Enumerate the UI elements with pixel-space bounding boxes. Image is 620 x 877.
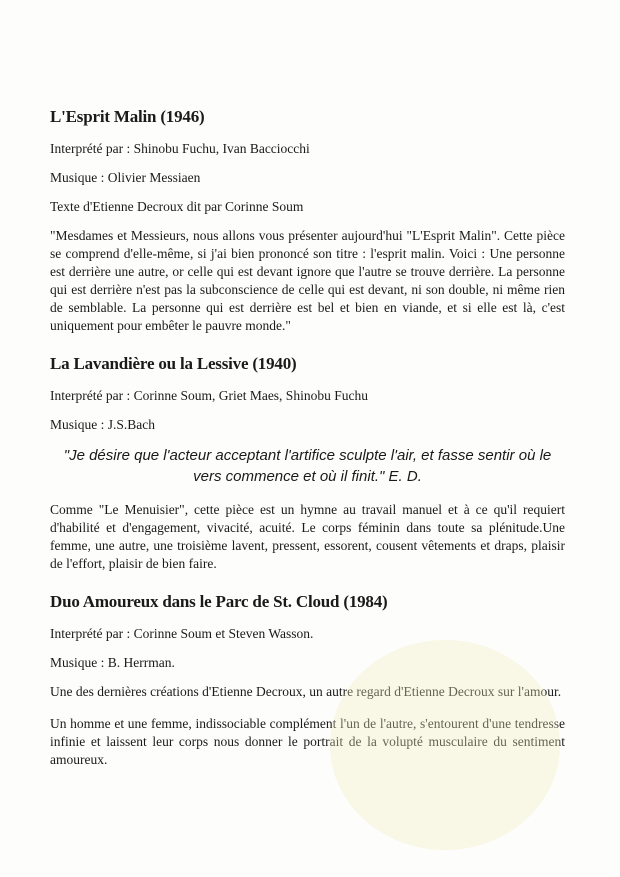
description-paragraph: "Mesdames et Messieurs, nous allons vous présenter aujourd'hui "L'Esprit Malin". Cette pièce se comprend d'elle-même, si j'ai bien prononcé son titre : l'esprit malin. Voici : Une personne est derrière une autre, or celle qui est devant ignore que l'autre se trouve derrière. La personne qui est derrière n'est pas la subconscience de celle qui est devant, ni son double, ni même rien de semblable. La personne qui est derrière est bel et bien en viande, et si elle est là, c'est uniquement pour embêter le pauvre monde.": [50, 228, 565, 333]
text-credit-line: Texte d'Etienne Decroux dit par Corinne Soum: [50, 199, 304, 214]
section-esprit-malin: [50, 106, 565, 335]
section-lavandiere: [50, 353, 565, 573]
section-title: La Lavandière ou la Lessive (1940): [50, 354, 297, 373]
section-title: L'Esprit Malin (1946): [50, 107, 205, 126]
section-duo-amoureux: [50, 591, 565, 769]
music-line: Musique : J.S.Bach: [50, 417, 156, 432]
performers-line: Interprété par : Shinobu Fuchu, Ivan Bacciocchi: [50, 141, 310, 156]
description-paragraph: Un homme et une femme, indissociable complément l'un de l'autre, s'entourent d'une tendresse infinie et laissent leur corps nous donner le portrait de la volupté musculaire du sentiment amoureux.: [50, 716, 565, 767]
description-paragraph: Une des dernières créations d'Etienne Decroux, un autre regard d'Etienne Decroux sur l'amour.: [50, 684, 562, 699]
performers-line: Interprété par : Corinne Soum et Steven Wasson.: [50, 626, 314, 641]
section-title: Duo Amoureux dans le Parc de St. Cloud (1984): [50, 592, 388, 611]
music-line: Musique : Olivier Messiaen: [50, 170, 201, 185]
music-line: Musique : B. Herrman.: [50, 655, 175, 670]
performers-line: Interprété par : Corinne Soum, Griet Maes, Shinobu Fuchu: [50, 388, 368, 403]
description-paragraph: Comme "Le Menuisier", cette pièce est un hymne au travail manuel et à ce qu'il requiert d'habilité et d'engagement, vivacité, acuité. Le corps féminin dans toute sa plénitude.Une femme, une autre, une troisième lavent, pressent, essorent, cousent vêtements et draps, plaisir de l'effort, plaisir de bien faire.: [50, 502, 565, 571]
decroux-quote: "Je désire que l'acteur acceptant l'artifice sculpte l'air, et fasse sentir où le vers commence et où il finit." E. D.: [63, 447, 552, 485]
